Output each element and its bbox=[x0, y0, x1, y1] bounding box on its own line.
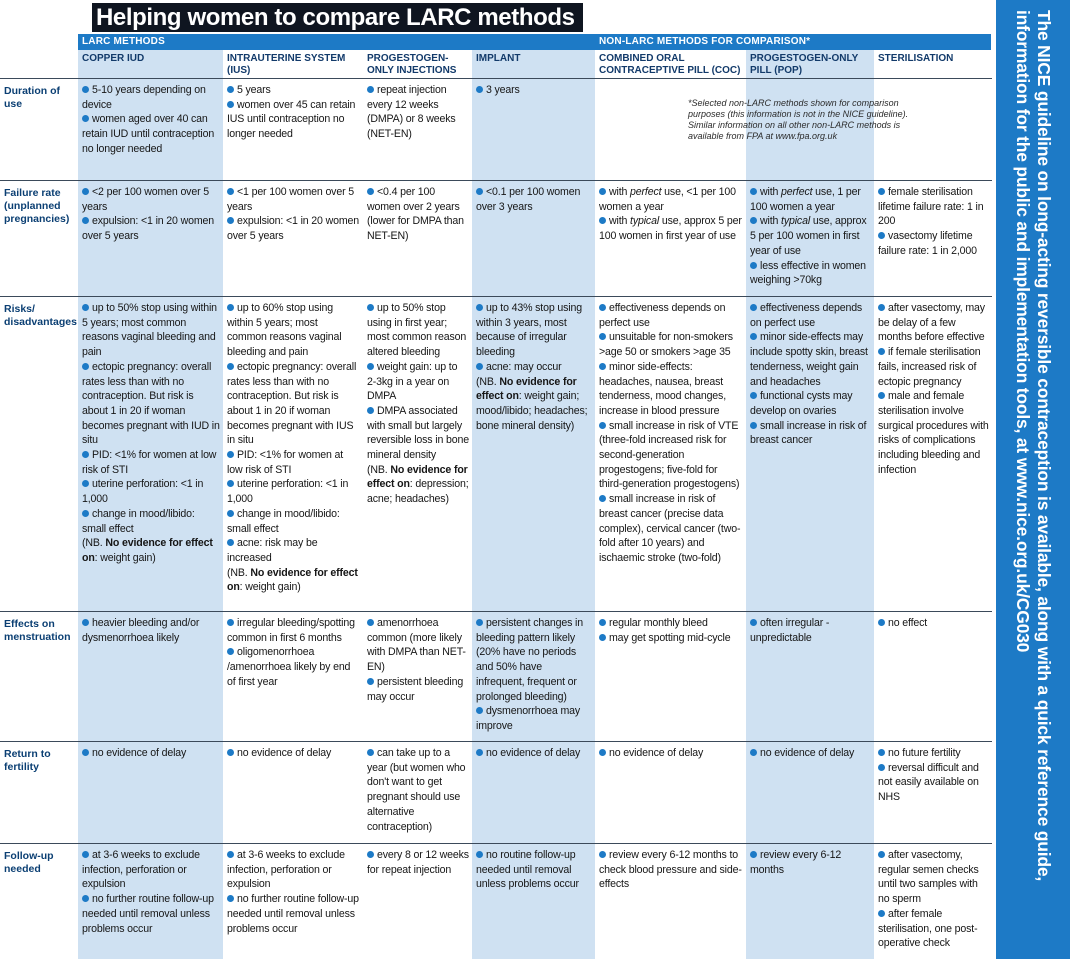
bullet-icon bbox=[82, 480, 89, 487]
bullet-item bbox=[227, 477, 360, 506]
col-header-copper-iud: COPPER IUD bbox=[82, 53, 145, 64]
bullet-icon bbox=[82, 451, 89, 458]
bullet-icon bbox=[878, 304, 885, 311]
bullet-text: PID: <1% for women at low risk of STI bbox=[82, 449, 217, 476]
bullet-item bbox=[367, 360, 469, 404]
cell-followup-coc bbox=[595, 844, 746, 892]
bullet-item bbox=[367, 848, 469, 877]
bullet-text: no evidence of delay bbox=[609, 747, 704, 759]
bullet-text: at 3-6 weeks to exclude infection, perforation or expulsion bbox=[227, 849, 345, 891]
cell-menstruation-ius bbox=[223, 612, 363, 690]
bullet-icon bbox=[227, 895, 234, 902]
bullet-item bbox=[82, 507, 220, 536]
bullet-item bbox=[82, 301, 220, 360]
bullet-text: women over 45 can retain IUS until contraception no longer needed bbox=[227, 98, 356, 141]
bullet-icon bbox=[367, 619, 374, 626]
cell-menstruation-injections bbox=[363, 612, 472, 704]
bullet-text: dysmenorrhoea may improve bbox=[476, 705, 581, 732]
col-header-pop: PROGESTOGEN-ONLY PILL (POP) bbox=[750, 53, 859, 76]
bullet-icon bbox=[750, 333, 757, 340]
bullet-item bbox=[878, 301, 989, 345]
bullet-item bbox=[878, 907, 989, 951]
bullet-item bbox=[227, 98, 360, 142]
bullet-icon bbox=[227, 648, 234, 655]
bullet-icon bbox=[227, 363, 234, 370]
bullet-icon bbox=[367, 407, 374, 414]
bullet-item bbox=[82, 746, 220, 761]
cell-menstruation-implant bbox=[472, 612, 595, 734]
cell-failure-implant bbox=[472, 181, 595, 214]
bullet-item bbox=[599, 616, 743, 631]
bullet-item bbox=[750, 214, 871, 258]
bullet-item bbox=[599, 360, 743, 419]
bullet-item bbox=[599, 848, 743, 892]
bullet-text: small increase in risk of VTE (three-fold increased risk for second-generation progestogens; five-fold for third-generation progestogens) bbox=[599, 419, 740, 491]
page-title: Helping women to compare LARC methods bbox=[92, 3, 583, 32]
bullet-icon bbox=[878, 619, 885, 626]
bullet-icon bbox=[599, 619, 606, 626]
bullet-text: persistent bleeding may occur bbox=[367, 675, 464, 703]
bullet-icon bbox=[599, 851, 606, 858]
bullet-item bbox=[82, 83, 220, 112]
cell-failure-injections bbox=[363, 181, 472, 244]
risks-note-implant: (NB. No evidence for effect on: weight gain; mood/libido; headaches; bone mineral density) bbox=[476, 375, 588, 432]
bullet-icon bbox=[476, 86, 483, 93]
row-label-fertility: Return to fertility bbox=[4, 748, 51, 773]
bullet-icon bbox=[367, 678, 374, 685]
bullet-icon bbox=[599, 188, 606, 195]
larc-header-label: LARC METHODS bbox=[82, 36, 165, 47]
bullet-text: female sterilisation lifetime failure rate: 1 in 200 bbox=[878, 186, 984, 228]
risks-note-copper-iud: (NB. No evidence for effect on: weight gain) bbox=[82, 537, 213, 564]
row-label-failure-rate: Failure rate (unplanned pregnancies) bbox=[4, 187, 70, 225]
bullet-item bbox=[750, 419, 871, 448]
bullet-item bbox=[750, 746, 871, 761]
bullet-icon bbox=[750, 217, 757, 224]
bullet-icon bbox=[476, 851, 483, 858]
cell-risks-implant bbox=[472, 297, 595, 433]
bullet-text: no effect bbox=[888, 617, 928, 629]
bullet-item bbox=[750, 185, 871, 214]
bullet-icon bbox=[750, 851, 757, 858]
bullet-text: 3 years bbox=[486, 84, 520, 96]
bullet-text: review every 6-12 months to check blood pressure and side-effects bbox=[599, 849, 742, 891]
bullet-text: minor side-effects: headaches, nausea, breast tenderness, mood changes, increase in blood pressure bbox=[599, 360, 726, 417]
bullet-text: regular monthly bleed bbox=[609, 617, 708, 629]
bullet-text: acne: may occur bbox=[486, 360, 562, 373]
bullet-icon bbox=[82, 895, 89, 902]
bullet-item bbox=[82, 477, 220, 506]
bullet-text: weight gain: up to 2-3kg in a year on DMPA bbox=[367, 360, 458, 403]
bullet-item bbox=[82, 892, 220, 936]
bullet-item bbox=[367, 301, 469, 360]
bullet-text: no evidence of delay bbox=[760, 747, 855, 759]
bullet-text: amenorrhoea common (more likely with DMPA than NET-EN) bbox=[367, 617, 466, 674]
cell-menstruation-copper-iud bbox=[78, 612, 223, 645]
bullet-icon bbox=[227, 619, 234, 626]
bullet-text: often irregular - unpredictable bbox=[750, 617, 830, 644]
bullet-icon bbox=[82, 304, 89, 311]
cell-fertility-coc bbox=[595, 742, 746, 761]
bullet-icon bbox=[476, 707, 483, 714]
bullet-text: no evidence of delay bbox=[237, 747, 332, 759]
bullet-text: at 3-6 weeks to exclude infection, perforation or expulsion bbox=[82, 849, 200, 891]
bullet-item bbox=[227, 616, 360, 645]
bullet-icon bbox=[227, 86, 234, 93]
bullet-text: with perfect use, <1 per 100 women a year bbox=[599, 186, 736, 213]
bullet-icon bbox=[227, 510, 234, 517]
bullet-icon bbox=[750, 188, 757, 195]
cell-followup-ius bbox=[223, 844, 363, 936]
bullet-icon bbox=[367, 363, 374, 370]
bullet-text: vasectomy lifetime failure rate: 1 in 2,000 bbox=[878, 230, 977, 257]
bullet-item bbox=[227, 848, 360, 892]
bullet-text: DMPA associated with small but largely reversible loss in bone mineral density bbox=[367, 404, 469, 462]
bullet-icon bbox=[367, 851, 374, 858]
bullet-text: no evidence of delay bbox=[92, 747, 187, 759]
bullet-icon bbox=[599, 217, 606, 224]
cell-duration-implant bbox=[472, 79, 595, 98]
cell-risks-injections bbox=[363, 297, 472, 507]
bullet-item bbox=[367, 616, 469, 675]
bullet-item bbox=[367, 83, 469, 142]
bullet-item bbox=[82, 360, 220, 448]
bullet-icon bbox=[227, 851, 234, 858]
cell-duration-copper-iud bbox=[78, 79, 223, 157]
bullet-item bbox=[750, 301, 871, 330]
bullet-icon bbox=[599, 304, 606, 311]
bullet-item bbox=[227, 536, 360, 565]
bullet-icon bbox=[599, 634, 606, 641]
larc-header-bar bbox=[78, 34, 595, 50]
bullet-text: ectopic pregnancy: overall rates less than with no contraception. But risk is about 1 in 20 if woman becomes pregnant with IUS in situ bbox=[227, 360, 357, 447]
bullet-item bbox=[476, 360, 592, 375]
bullet-icon bbox=[367, 304, 374, 311]
bullet-text: with typical use, approx 5 per 100 women in first year of use bbox=[750, 215, 867, 257]
cell-risks-ius bbox=[223, 297, 363, 595]
bullet-icon bbox=[82, 749, 89, 756]
bullet-text: with typical use, approx 5 per 100 women in first year of use bbox=[599, 215, 742, 243]
bullet-item bbox=[227, 892, 360, 936]
cell-followup-pop bbox=[746, 844, 874, 877]
bullet-text: <2 per 100 women over 5 years bbox=[82, 186, 209, 213]
bullet-icon bbox=[599, 495, 606, 502]
cell-risks-coc bbox=[595, 297, 746, 566]
bullet-text: change in mood/libido: small effect bbox=[227, 507, 340, 535]
bullet-text: heavier bleeding and/or dysmenorrhoea likely bbox=[82, 617, 200, 644]
bullet-text: with perfect use, 1 per 100 women a year bbox=[750, 186, 861, 213]
bullet-item bbox=[599, 419, 743, 493]
col-header-implant: IMPLANT bbox=[476, 53, 521, 64]
bullet-text: ectopic pregnancy: overall rates less than with no contraception. But risk is about 1 in 20 if woman becomes pregnant with IUD in situ bbox=[82, 360, 220, 447]
bullet-text: review every 6-12 months bbox=[750, 849, 842, 876]
bullet-item bbox=[82, 616, 220, 645]
bullet-text: up to 43% stop using within 3 years, most because of irregular bleeding bbox=[476, 302, 582, 359]
cell-duration-ius bbox=[223, 79, 363, 142]
bullet-item bbox=[878, 616, 989, 631]
cell-failure-pop bbox=[746, 181, 874, 288]
bullet-icon bbox=[227, 188, 234, 195]
bullet-item bbox=[878, 389, 989, 477]
bullet-text: women aged over 40 can retain IUD until contraception no longer needed bbox=[82, 113, 215, 155]
bullet-text: unsuitable for non-smokers >age 50 or smokers >age 35 bbox=[599, 331, 733, 359]
bullet-item bbox=[82, 185, 220, 214]
bullet-icon bbox=[476, 619, 483, 626]
bullet-text: <1 per 100 women over 5 years bbox=[227, 186, 354, 213]
bullet-icon bbox=[476, 304, 483, 311]
bullet-icon bbox=[227, 217, 234, 224]
bullet-icon bbox=[878, 348, 885, 355]
bullet-item bbox=[878, 848, 989, 907]
bullet-icon bbox=[750, 262, 757, 269]
bullet-item bbox=[227, 214, 360, 243]
bullet-text: persistent changes in bleeding pattern likely (20% have no periods and 50% have infrequent, frequent or prolonged bleeding) bbox=[476, 617, 583, 703]
bullet-text: PID: <1% for women at low risk of STI bbox=[227, 449, 344, 476]
bullet-icon bbox=[878, 392, 885, 399]
bullet-item bbox=[227, 645, 360, 689]
cell-failure-coc bbox=[595, 181, 746, 244]
bullet-item bbox=[599, 301, 743, 330]
cell-followup-injections bbox=[363, 844, 472, 877]
bullet-item bbox=[227, 746, 360, 761]
bullet-item bbox=[227, 185, 360, 214]
row-label-menstruation: Effects on menstruation bbox=[4, 618, 71, 643]
bullet-item bbox=[599, 185, 743, 214]
bullet-item bbox=[599, 746, 743, 761]
bullet-text: 5-10 years depending on device bbox=[82, 84, 206, 111]
bullet-icon bbox=[878, 188, 885, 195]
bullet-item bbox=[878, 345, 989, 389]
bullet-item bbox=[878, 229, 989, 258]
col-header-injections: PROGESTOGEN-ONLY INJECTIONS bbox=[367, 53, 457, 76]
cell-followup-sterilisation bbox=[874, 844, 992, 951]
bullet-text: functional cysts may develop on ovaries bbox=[750, 390, 853, 417]
cell-duration-injections bbox=[363, 79, 472, 142]
bullet-text: acne: risk may be increased bbox=[227, 537, 318, 564]
bullet-item bbox=[367, 675, 469, 704]
bullet-item bbox=[750, 330, 871, 389]
nonlarc-header-bar bbox=[595, 34, 991, 50]
bullet-text: uterine perforation: <1 in 1,000 bbox=[227, 478, 349, 506]
bullet-text: up to 60% stop using within 5 years; most common reasons vaginal bleeding and pain bbox=[227, 302, 342, 359]
cell-followup-copper-iud bbox=[78, 844, 223, 936]
bullet-icon bbox=[82, 619, 89, 626]
bullet-item bbox=[227, 507, 360, 536]
bullet-icon bbox=[878, 232, 885, 239]
bullet-item bbox=[750, 259, 871, 288]
bullet-icon bbox=[599, 333, 606, 340]
bullet-icon bbox=[476, 749, 483, 756]
row-label-risks: Risks/ disadvantages bbox=[4, 303, 77, 328]
cell-fertility-injections bbox=[363, 742, 472, 834]
risks-note-injections: (NB. No evidence for effect on: depression; acne; headaches) bbox=[367, 463, 469, 506]
col-header-sterilisation: STERILISATION bbox=[878, 53, 954, 64]
bullet-text: after female sterilisation, one post-operative check bbox=[878, 907, 978, 950]
bullet-text: small increase in risk of breast cancer bbox=[750, 419, 867, 447]
bullet-text: up to 50% stop using within 5 years; most common reasons vaginal bleeding and pain bbox=[82, 302, 217, 359]
bullet-icon bbox=[750, 392, 757, 399]
bullet-item bbox=[878, 185, 989, 229]
bullet-text: after vasectomy, regular semen checks until two samples with no sperm bbox=[878, 849, 979, 906]
col-header-ius: INTRAUTERINE SYSTEM (IUS) bbox=[227, 53, 346, 76]
bullet-text: male and female sterilisation involve surgical procedures with risks of complications including bleeding and infection bbox=[878, 390, 989, 476]
bullet-text: no evidence of delay bbox=[486, 747, 581, 759]
bullet-item bbox=[476, 704, 592, 733]
bullet-icon bbox=[476, 188, 483, 195]
bullet-icon bbox=[750, 304, 757, 311]
bullet-item bbox=[750, 389, 871, 418]
row-label-followup: Follow-up needed bbox=[4, 850, 54, 875]
bullet-item bbox=[227, 301, 360, 360]
bullet-icon bbox=[599, 749, 606, 756]
bullet-icon bbox=[82, 217, 89, 224]
cell-risks-sterilisation bbox=[874, 297, 992, 477]
bullet-text: every 8 or 12 weeks for repeat injection bbox=[367, 849, 469, 876]
bullet-item bbox=[599, 492, 743, 566]
row-label-duration: Duration of use bbox=[4, 85, 60, 110]
bullet-text: oligomenorrhoea /amenorrhoea likely by end of first year bbox=[227, 646, 351, 688]
bullet-item bbox=[476, 185, 592, 214]
bullet-text: up to 50% stop using in first year; most common reason altered bleeding bbox=[367, 302, 467, 359]
risks-note-ius: (NB. No evidence for effect on: weight gain) bbox=[227, 566, 358, 594]
bullet-item bbox=[599, 631, 743, 646]
bullet-item bbox=[82, 848, 220, 892]
bullet-text: small increase in risk of breast cancer (precise data complex), cervical cancer (two-fold after 10 years) and ischaemic stroke (two-fold) bbox=[599, 493, 741, 564]
nonlarc-header-label: NON-LARC METHODS FOR COMPARISON* bbox=[599, 36, 811, 47]
bullet-item bbox=[599, 330, 743, 359]
bullet-text: expulsion: <1 in 20 women over 5 years bbox=[227, 215, 359, 243]
bullet-icon bbox=[227, 304, 234, 311]
bullet-text: <0.1 per 100 women over 3 years bbox=[476, 186, 581, 213]
bullet-icon bbox=[367, 86, 374, 93]
cell-fertility-implant bbox=[472, 742, 595, 761]
bullet-text: reversal difficult and not easily available on NHS bbox=[878, 761, 979, 804]
bullet-icon bbox=[82, 115, 89, 122]
bullet-icon bbox=[878, 851, 885, 858]
bullet-text: if female sterilisation fails, increased risk of ectopic pregnancy bbox=[878, 346, 981, 388]
col-header-coc: COMBINED ORAL CONTRACEPTIVE PILL (COC) bbox=[599, 53, 741, 76]
cell-fertility-ius bbox=[223, 742, 363, 761]
bullet-icon bbox=[82, 363, 89, 370]
bullet-item bbox=[367, 404, 469, 463]
nice-sidebar-text: The NICE guideline on long-acting reversible contraception is available, along with a quick reference guide, information for the public and implementation tools, at www.nice.org.uk/CG030 bbox=[1013, 10, 1054, 882]
bullet-icon bbox=[599, 422, 606, 429]
cell-failure-ius bbox=[223, 181, 363, 244]
bullet-icon bbox=[750, 619, 757, 626]
cell-fertility-copper-iud bbox=[78, 742, 223, 761]
bullet-text: may get spotting mid-cycle bbox=[609, 631, 731, 644]
bullet-text: effectiveness depends on perfect use bbox=[599, 302, 726, 329]
bullet-icon bbox=[476, 363, 483, 370]
bullet-icon bbox=[367, 188, 374, 195]
bullet-text: after vasectomy, may be delay of a few months before effective bbox=[878, 302, 985, 344]
cell-followup-implant bbox=[472, 844, 595, 892]
bullet-item bbox=[227, 83, 360, 98]
bullet-text: no routine follow-up needed until removal unless problems occur bbox=[476, 849, 579, 891]
cell-risks-copper-iud bbox=[78, 297, 223, 566]
bullet-icon bbox=[878, 910, 885, 917]
bullet-item bbox=[476, 616, 592, 704]
bullet-item bbox=[476, 746, 592, 761]
bullet-item bbox=[367, 746, 469, 834]
bullet-icon bbox=[599, 363, 606, 370]
bullet-item bbox=[476, 848, 592, 892]
bullet-icon bbox=[227, 749, 234, 756]
bullet-text: no further routine follow-up needed until removal unless problems occur bbox=[82, 893, 214, 935]
bullet-item bbox=[476, 301, 592, 360]
bullet-icon bbox=[227, 101, 234, 108]
bullet-item bbox=[82, 214, 220, 243]
cell-fertility-pop bbox=[746, 742, 874, 761]
bullet-icon bbox=[878, 764, 885, 771]
bullet-icon bbox=[82, 86, 89, 93]
comparison-footnote: *Selected non-LARC methods shown for comparison purposes (this information is not in the NICE guideline). Similar information on all other non-LARC methods is available from FPA at www.fpa.org.uk bbox=[688, 98, 909, 141]
bullet-icon bbox=[82, 188, 89, 195]
bullet-icon bbox=[750, 422, 757, 429]
bullet-text: can take up to a year (but women who don't want to get pregnant should use alternative contraception) bbox=[367, 747, 466, 833]
bullet-text: irregular bleeding/spotting common in first 6 months bbox=[227, 617, 355, 644]
cell-menstruation-sterilisation bbox=[874, 612, 992, 631]
cell-failure-sterilisation bbox=[874, 181, 992, 259]
bullet-icon bbox=[82, 851, 89, 858]
bullet-text: change in mood/libido: small effect bbox=[82, 507, 195, 535]
bullet-text: no further routine follow-up needed until removal unless problems occur bbox=[227, 893, 359, 935]
bullet-icon bbox=[878, 749, 885, 756]
bullet-text: no future fertility bbox=[888, 747, 961, 759]
bullet-item bbox=[476, 83, 592, 98]
bullet-text: <0.4 per 100 women over 2 years (lower for DMPA than NET-EN) bbox=[367, 186, 464, 243]
bullet-icon bbox=[367, 749, 374, 756]
bullet-text: uterine perforation: <1 in 1,000 bbox=[82, 478, 204, 506]
bullet-item bbox=[750, 616, 871, 645]
bullet-item bbox=[878, 761, 989, 805]
bullet-item bbox=[227, 448, 360, 477]
bullet-text: effectiveness depends on perfect use bbox=[750, 302, 863, 329]
bullet-text: less effective in women weighing >70kg bbox=[750, 259, 866, 287]
bullet-item bbox=[82, 112, 220, 156]
bullet-icon bbox=[227, 451, 234, 458]
bullet-icon bbox=[227, 480, 234, 487]
cell-failure-copper-iud bbox=[78, 181, 223, 244]
bullet-text: repeat injection every 12 weeks (DMPA) or 8 weeks (NET-EN) bbox=[367, 84, 456, 141]
bullet-icon bbox=[82, 510, 89, 517]
bullet-text: expulsion: <1 in 20 women over 5 years bbox=[82, 215, 214, 243]
bullet-item bbox=[599, 214, 743, 243]
cell-menstruation-pop bbox=[746, 612, 874, 645]
bullet-text: minor side-effects may include spotty skin, breast tenderness, weight gain and headaches bbox=[750, 331, 868, 388]
bullet-icon bbox=[750, 749, 757, 756]
bullet-item bbox=[82, 448, 220, 477]
bullet-item bbox=[878, 746, 989, 761]
cell-menstruation-coc bbox=[595, 612, 746, 645]
bullet-item bbox=[367, 185, 469, 244]
bullet-icon bbox=[227, 539, 234, 546]
bullet-item bbox=[750, 848, 871, 877]
cell-risks-pop bbox=[746, 297, 874, 448]
bullet-item bbox=[227, 360, 360, 448]
bullet-text: 5 years bbox=[237, 84, 271, 96]
cell-fertility-sterilisation bbox=[874, 742, 992, 805]
